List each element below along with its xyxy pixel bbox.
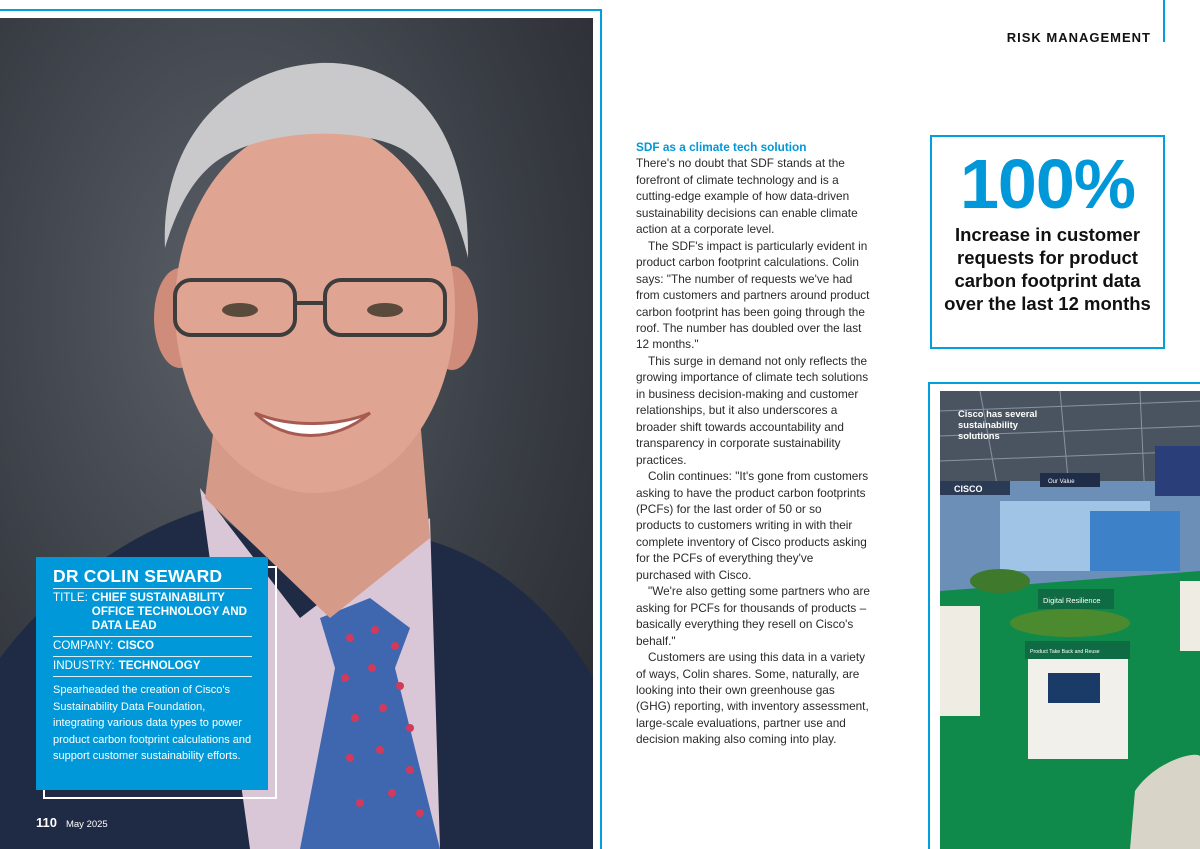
profile-industry-label: INDUSTRY: <box>53 659 115 672</box>
profile-company-value: CISCO <box>117 639 155 652</box>
profile-title-value: CHIEF SUSTAINABILITY OFFICE TECHNOLOGY AND DATA LEAD <box>91 591 248 632</box>
article-paragraph: Colin continues: "It's gone from customers asking to have the product carbon footprints (PCFs) for the last order of 50 or so products to customers writing in with their complete inventory of Cisco products asking for the PCFs of everything they've purchased with Cisco. <box>636 469 869 582</box>
profile-description: Spearheaded the creation of Cisco's Sustainability Data Foundation, integrating various data types to power product carbon footprint calculations and support customer sustainability efforts. <box>53 684 252 763</box>
profile-card <box>36 557 268 790</box>
profile-industry-value: TECHNOLOGY <box>118 659 201 672</box>
exhibition-illustration <box>940 391 1200 849</box>
section-label: RISK MANAGEMENT <box>1006 30 1151 45</box>
article-paragraph: This surge in demand not only reflects the growing importance of climate tech solutions in business decision-making and customer relationships, but it also underscores a broader shift towards accountability and transparency in corporate sustainability practices. <box>636 353 869 467</box>
issue-date: May 2025 <box>65 819 108 830</box>
stat-callout <box>930 135 1165 349</box>
sign-product-take-back: Product Take Back and Reuse <box>1030 649 1100 655</box>
profile-industry-row <box>53 657 252 677</box>
stat-number: 100% <box>959 145 1136 223</box>
article-paragraph: There's no doubt that SDF stands at the forefront of climate technology and is a cutting-edge example of how data-driven sustainability decisions can enable climate action at a corporate level. <box>636 156 858 237</box>
article-paragraph: Customers are using this data in a variety of ways, Colin shares. Some, naturally, are looking into their own greenhouse gas (GHG) reporting, with inventory assessment, large-scale evaluations, partner use and decision making also coming into play. <box>636 650 869 747</box>
page-number: 110 <box>36 815 57 830</box>
page-folio <box>36 815 108 830</box>
article-paragraph: "We're also getting some partners who are asking for PCFs for thousands of products – basically everything they resell on Cisco's behalf." <box>636 584 870 648</box>
exhibition-photo <box>940 391 1200 849</box>
photo-caption: Cisco has several sustainability solutions <box>958 408 1038 441</box>
profile-title-row <box>53 589 252 637</box>
sign-digital-resilience: Digital Resilience <box>1043 596 1101 605</box>
profile-title-label: TITLE: <box>53 591 88 604</box>
profile-company-label: COMPANY: <box>53 639 114 652</box>
sign-brand: CISCO <box>954 484 983 494</box>
top-accent-rule <box>1163 0 1165 42</box>
stat-text: Increase in customer requests for product carbon footprint data over the last 12 months <box>944 224 1151 314</box>
article-paragraph: The SDF's impact is particularly evident in product carbon footprint calculations. Colin says: "The number of requests we've had from customers and partners around product carbon footprint has been going through the roof. The number has doubled over the last 12 months." <box>636 238 870 352</box>
article-subhead: SDF as a climate tech solution <box>636 140 807 154</box>
sign-booth-top: Our Value <box>1048 479 1075 485</box>
article-body <box>636 139 870 748</box>
profile-company-row <box>53 637 252 657</box>
profile-name: DR COLIN SEWARD <box>53 567 252 589</box>
